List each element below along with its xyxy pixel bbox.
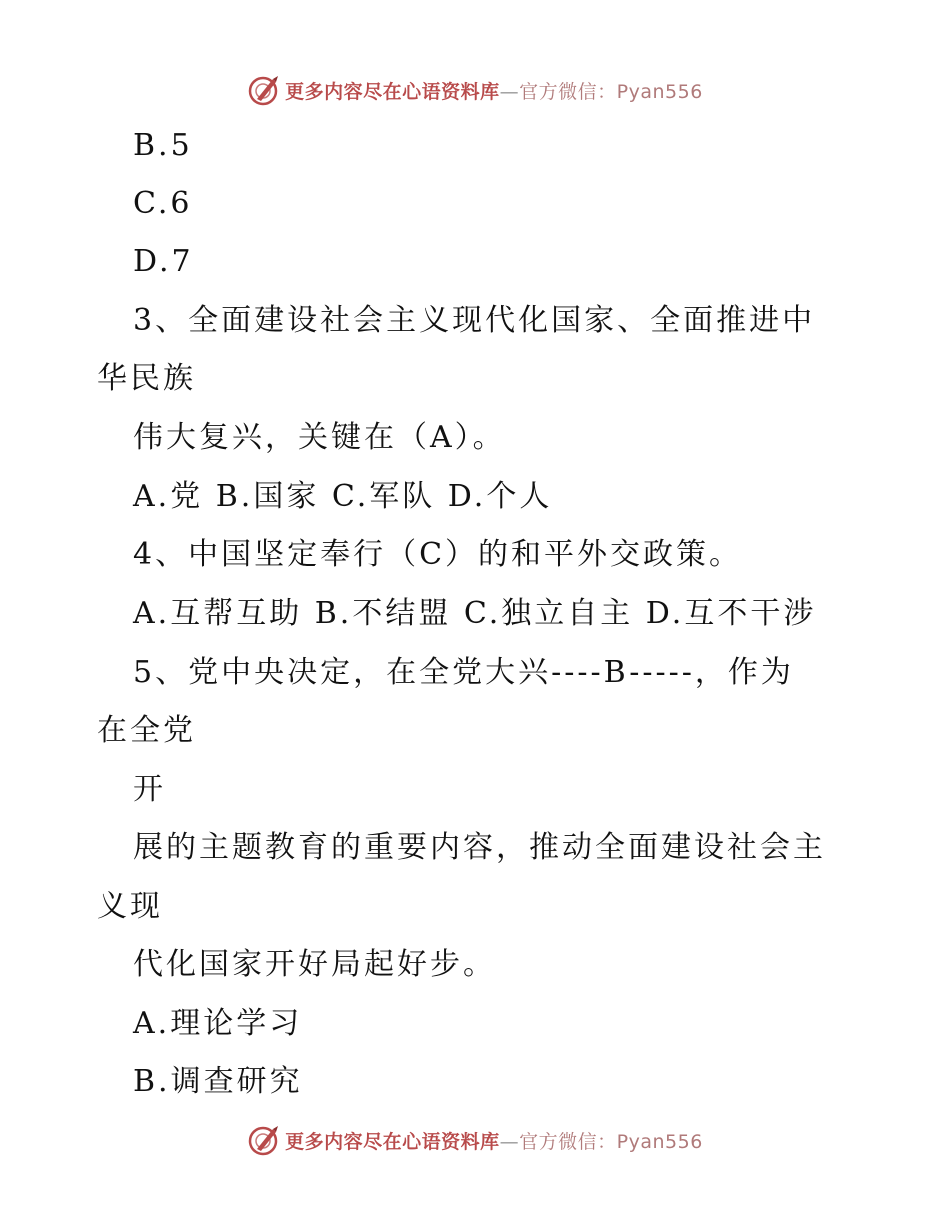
watermark-suffix: 官方微信：Pyan556 — [519, 80, 703, 103]
question-line: 开 — [133, 772, 166, 807]
question-line: 代化国家开好局起好步。 — [133, 947, 496, 982]
question-line: 展的主题教育的重要内容，推动全面建设社会主 — [133, 830, 826, 865]
option-line: C.6 — [133, 186, 193, 221]
question-line: 4、中国坚定奉行（C）的和平外交政策。 — [133, 537, 743, 572]
option-line: A.互帮互助 B.不结盟 C.独立自主 D.互不干涉 — [133, 596, 817, 631]
question-line: 3、全面建设社会主义现代化国家、全面推进中 — [133, 303, 816, 338]
question-line: 在全党 — [97, 713, 196, 748]
option-line: A.理论学习 — [133, 1006, 303, 1041]
header-watermark — [0, 70, 950, 110]
option-line: B.5 — [133, 128, 193, 163]
watermark-suffix: 官方微信：Pyan556 — [519, 1130, 703, 1153]
option-line: A.党 B.国家 C.军队 D.个人 — [133, 479, 553, 514]
option-line: B.调查研究 — [133, 1064, 303, 1099]
brand-logo-icon — [247, 73, 281, 107]
question-line: 5、党中央决定，在全党大兴----B-----，作为 — [133, 655, 794, 690]
watermark-separator: — — [499, 1130, 520, 1153]
question-line: 华民族 — [97, 361, 196, 396]
question-line: 义现 — [97, 889, 163, 924]
footer-watermark — [0, 1120, 950, 1160]
watermark-prefix: 更多内容尽在心语资料库 — [285, 1130, 500, 1153]
question-line: 伟大复兴，关键在（A）。 — [133, 420, 506, 455]
option-line: D.7 — [133, 244, 194, 279]
watermark-prefix: 更多内容尽在心语资料库 — [285, 80, 500, 103]
brand-logo-icon — [247, 1123, 281, 1157]
watermark-separator: — — [499, 80, 520, 103]
